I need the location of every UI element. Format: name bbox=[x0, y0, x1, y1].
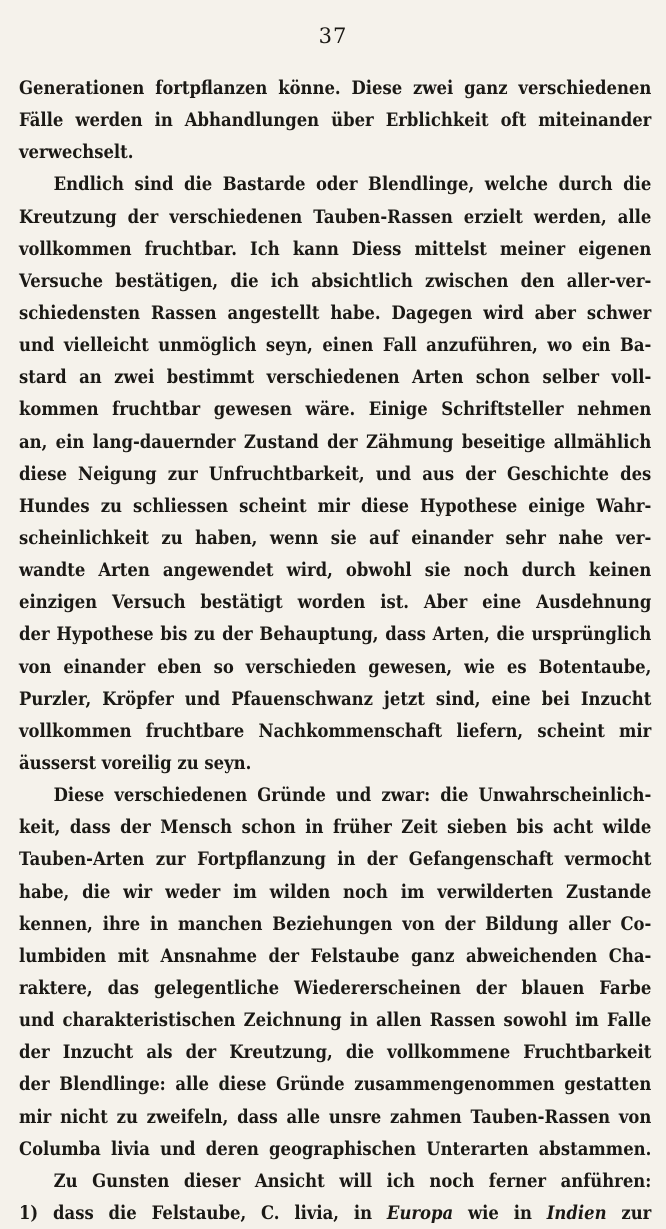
text-line: von einander eben so verschieden gewesen, wie es Botentaube, bbox=[19, 655, 652, 678]
text-line: Purzler, Kröpfer und Pfauenschwanz jetzt sind, eine bei Inzucht bbox=[19, 687, 652, 710]
text-line: Tauben-Arten zur Fortpflanzung in der Gefangenschaft vermocht bbox=[19, 848, 652, 871]
text-line: äusserst voreilig zu seyn. bbox=[19, 751, 252, 774]
text-line: wandte Arten angewendet wird, obwohl sie noch durch keinen bbox=[19, 559, 652, 582]
text-line: schiedensten Rassen angestellt habe. Dagegen wird aber schwer bbox=[19, 301, 652, 324]
text-line: kennen, ihre in manchen Beziehungen von der Bildung aller Co- bbox=[19, 912, 652, 935]
page-body-text bbox=[19, 72, 652, 1229]
text-line: Endlich sind die Bastarde oder Blendlinge, welche durch die bbox=[53, 173, 652, 196]
text-line: der Blendlinge: alle diese Gründe zusammengenommen gestatten bbox=[19, 1073, 652, 1096]
text-line-mixed bbox=[19, 1197, 651, 1229]
text-line: scheinlichkeit zu haben, wenn sie auf einander sehr nahe ver- bbox=[19, 526, 652, 549]
text-line: einzigen Versuch bestätigt worden ist. Aber eine Ausdehnung bbox=[19, 591, 652, 614]
text-line: stard an zwei bestimmt verschiedenen Arten schon selber voll- bbox=[19, 366, 652, 389]
text-line: Columba livia und deren geographischen Unterarten abstammen. bbox=[19, 1137, 652, 1160]
text-line: der Hypothese bis zu der Behauptung, dass Arten, die ursprünglich bbox=[19, 623, 652, 646]
text-line: und vielleicht unmöglich seyn, einen Fall anzuführen, wo ein Ba- bbox=[19, 334, 652, 357]
text-line: lumbiden mit Ansnahme der Felstaube ganz abweichenden Cha- bbox=[19, 944, 652, 967]
text-line: raktere, das gelegentliche Wiedererscheinen der blauen Farbe bbox=[19, 976, 652, 999]
text-line: Zu Gunsten dieser Ansicht will ich noch ferner anführen: bbox=[53, 1169, 652, 1192]
text-line: diese Neigung zur Unfruchtbarkeit, und aus der Geschichte des bbox=[19, 462, 652, 485]
text-line: keit, dass der Mensch schon in früher Zeit sieben bis acht wilde bbox=[19, 816, 652, 839]
text-fragment: 1) dass die Felstaube, C. livia, in bbox=[19, 1201, 387, 1224]
text-line: mir nicht zu zweifeln, dass alle unsre zahmen Tauben-Rassen von bbox=[19, 1105, 652, 1128]
text-line: und charakteristischen Zeichnung in allen Rassen sowohl im Falle bbox=[19, 1009, 652, 1032]
text-line: habe, die wir weder im wilden noch im verwilderten Zustande bbox=[19, 880, 652, 903]
page-number: 37 bbox=[318, 24, 348, 48]
text-line: der Inzucht als der Kreutzung, die vollkommene Fruchtbarkeit bbox=[19, 1041, 652, 1064]
text-line: Hundes zu schliessen scheint mir diese Hypothese einige Wahr- bbox=[19, 494, 652, 517]
text-fragment-italic: Europa bbox=[386, 1201, 454, 1224]
text-line: vollkommen fruchtbare Nachkommenschaft liefern, scheint mir bbox=[19, 719, 652, 742]
text-line: Diese verschiedenen Gründe und zwar: die Unwahrscheinlich- bbox=[53, 784, 652, 807]
text-line: Kreutzung der verschiedenen Tauben-Rassen erzielt werden, alle bbox=[19, 205, 652, 228]
text-line: vollkommen fruchtbar. Ich kann Diess mittelst meiner eigenen bbox=[19, 237, 652, 260]
text-line: Versuche bestätigen, die ich absichtlich zwischen den aller-ver- bbox=[19, 269, 652, 292]
text-line: Fälle werden in Abhandlungen über Erblichkeit oft miteinander bbox=[19, 109, 652, 132]
text-line: kommen fruchtbar gewesen wäre. Einige Schriftsteller nehmen bbox=[19, 398, 652, 421]
text-line: an, ein lang-dauernder Zustand der Zähmung beseitige allmählich bbox=[19, 430, 652, 453]
text-fragment-italic: Indien bbox=[546, 1201, 607, 1224]
text-line: Generationen fortpflanzen könne. Diese zwei ganz verschiedenen bbox=[19, 77, 652, 99]
text-line: verwechselt. bbox=[19, 141, 134, 164]
text-fragment: zur bbox=[606, 1201, 652, 1224]
text-fragment: wie in bbox=[453, 1201, 547, 1224]
